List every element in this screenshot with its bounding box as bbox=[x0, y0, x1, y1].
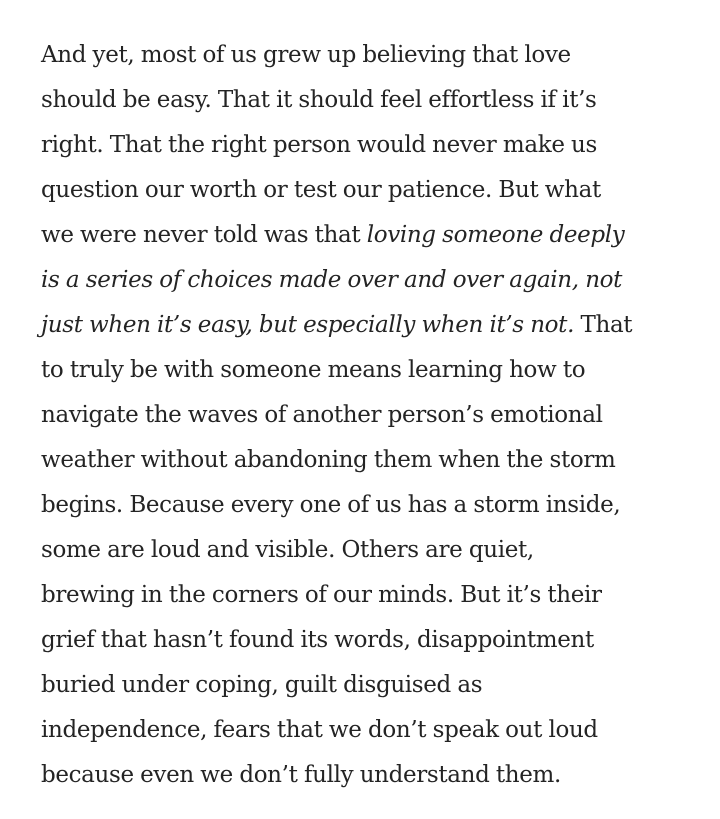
paragraph-line bbox=[41, 303, 701, 348]
paragraph-line bbox=[41, 168, 701, 213]
line-text: we were never told was that bbox=[41, 222, 367, 248]
line-text: buried under coping, guilt disguised as bbox=[41, 672, 483, 698]
line-text: to truly be with someone means learning how to bbox=[41, 357, 586, 383]
line-text: independence, fears that we don’t speak out loud bbox=[41, 717, 598, 743]
emphasis-text: is a series of choices made over and over again, not bbox=[41, 267, 623, 293]
paragraph-line bbox=[41, 393, 701, 438]
line-text: should be easy. That it should feel effortless if it’s bbox=[41, 87, 597, 113]
line-text: right. That the right person would never make us bbox=[41, 132, 597, 158]
line-text: That bbox=[574, 312, 633, 338]
paragraph-line bbox=[41, 348, 701, 393]
line-text: And yet, most of us grew up believing that love bbox=[41, 42, 571, 68]
paragraph-line bbox=[41, 78, 701, 123]
line-text: grief that hasn’t found its words, disappointment bbox=[41, 627, 594, 653]
line-text: brewing in the corners of our minds. But it’s their bbox=[41, 582, 602, 608]
paragraph-line bbox=[41, 618, 701, 663]
line-text: question our worth or test our patience. But what bbox=[41, 177, 601, 203]
line-text: weather without abandoning them when the storm bbox=[41, 447, 616, 473]
paragraph-line bbox=[41, 123, 701, 168]
paragraph-line bbox=[41, 663, 701, 708]
line-text: because even we don’t fully understand them. bbox=[41, 762, 561, 788]
line-text: some are loud and visible. Others are quiet, bbox=[41, 537, 534, 563]
paragraph-line bbox=[41, 573, 701, 618]
paragraph-line bbox=[41, 708, 701, 753]
line-text: begins. Because every one of us has a storm inside, bbox=[41, 492, 621, 518]
paragraph-line bbox=[41, 483, 701, 528]
paragraph-line bbox=[41, 213, 701, 258]
emphasis-text: loving someone deeply bbox=[366, 222, 625, 248]
article-paragraph bbox=[41, 33, 701, 798]
line-text: navigate the waves of another person’s emotional bbox=[41, 402, 603, 428]
paragraph-line bbox=[41, 528, 701, 573]
paragraph-line bbox=[41, 258, 701, 303]
paragraph-line bbox=[41, 33, 701, 78]
emphasis-text: just when it’s easy, but especially when it’s not. bbox=[41, 312, 575, 338]
paragraph-line bbox=[41, 753, 701, 798]
paragraph-line bbox=[41, 438, 701, 483]
